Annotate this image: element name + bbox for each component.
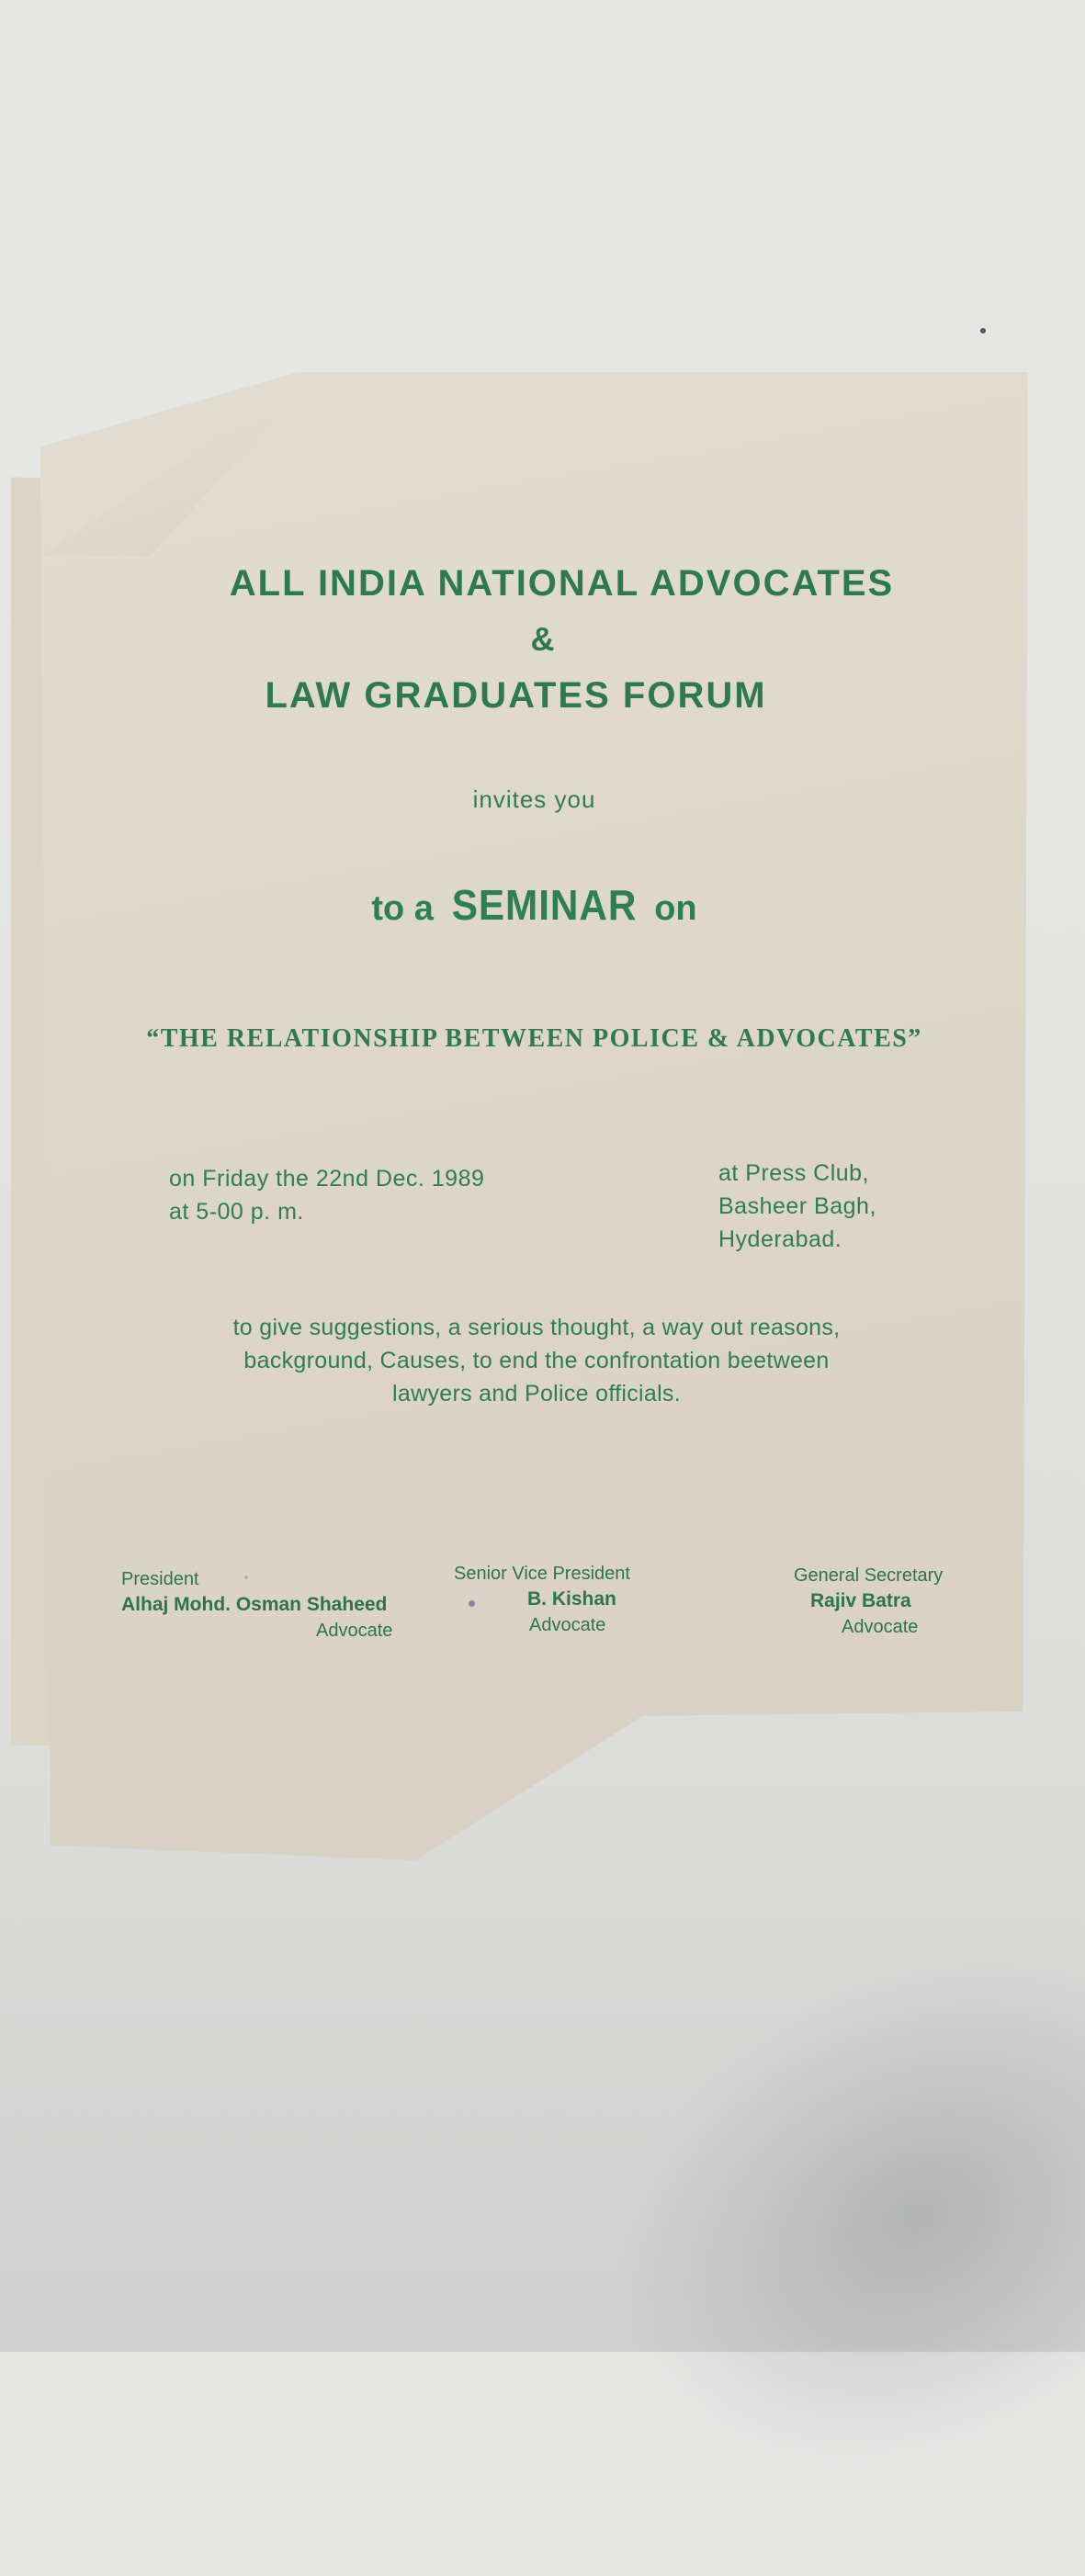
seminar-prefix: to a: [371, 889, 434, 928]
officer-name: Rajiv Batra: [810, 1590, 911, 1611]
seminar-topic: “THE RELATIONSHIP BETWEEN POLICE & ADVOCATES”: [146, 1024, 922, 1053]
purpose-line2: background, Causes, to end the confrontation beetween: [243, 1348, 830, 1373]
purpose-statement: [141, 1311, 932, 1410]
dust-speck: [980, 328, 986, 333]
officer-general-secretary: [794, 1563, 943, 1640]
schedule-block: [169, 1162, 484, 1228]
seminar-suffix: on: [654, 889, 697, 928]
venue-line3: Hyderabad.: [718, 1226, 842, 1252]
seminar-word: SEMINAR: [451, 881, 637, 929]
officer-president: [121, 1566, 392, 1644]
venue-block: [718, 1157, 876, 1256]
venue-line1: at Press Club,: [718, 1160, 870, 1186]
officer-title: Senior Vice President: [454, 1564, 630, 1584]
organization-name-line2: LAW GRADUATES FORUM: [265, 675, 767, 716]
officer-role: Advocate: [529, 1615, 606, 1635]
officer-name: B. Kishan: [527, 1588, 616, 1610]
officer-title: General Secretary: [794, 1565, 944, 1586]
officer-title: President: [121, 1569, 199, 1589]
seminar-heading: [40, 880, 1028, 930]
officer-senior-vice-president: [454, 1561, 630, 1638]
venue-line2: Basheer Bagh,: [718, 1193, 876, 1219]
background-shadow: [523, 1852, 1085, 2576]
officer-role: Advocate: [316, 1621, 393, 1641]
purpose-line3: lawyers and Police officials.: [392, 1381, 681, 1407]
invites-text: invites you: [472, 785, 596, 813]
schedule-time: at 5-00 p. m.: [169, 1199, 304, 1225]
organization-ampersand: &: [530, 620, 557, 658]
invitation-content: [40, 372, 1028, 1842]
ink-speck: [469, 1600, 475, 1607]
schedule-date: on Friday the 22nd Dec. 1989: [169, 1166, 485, 1192]
officer-role: Advocate: [842, 1617, 919, 1637]
ink-speck: [244, 1576, 248, 1579]
officer-name: Alhaj Mohd. Osman Shaheed: [121, 1594, 388, 1615]
organization-name-line1: ALL INDIA NATIONAL ADVOCATES: [229, 563, 895, 604]
purpose-line1: to give suggestions, a serious thought, a way out reasons,: [232, 1315, 841, 1340]
